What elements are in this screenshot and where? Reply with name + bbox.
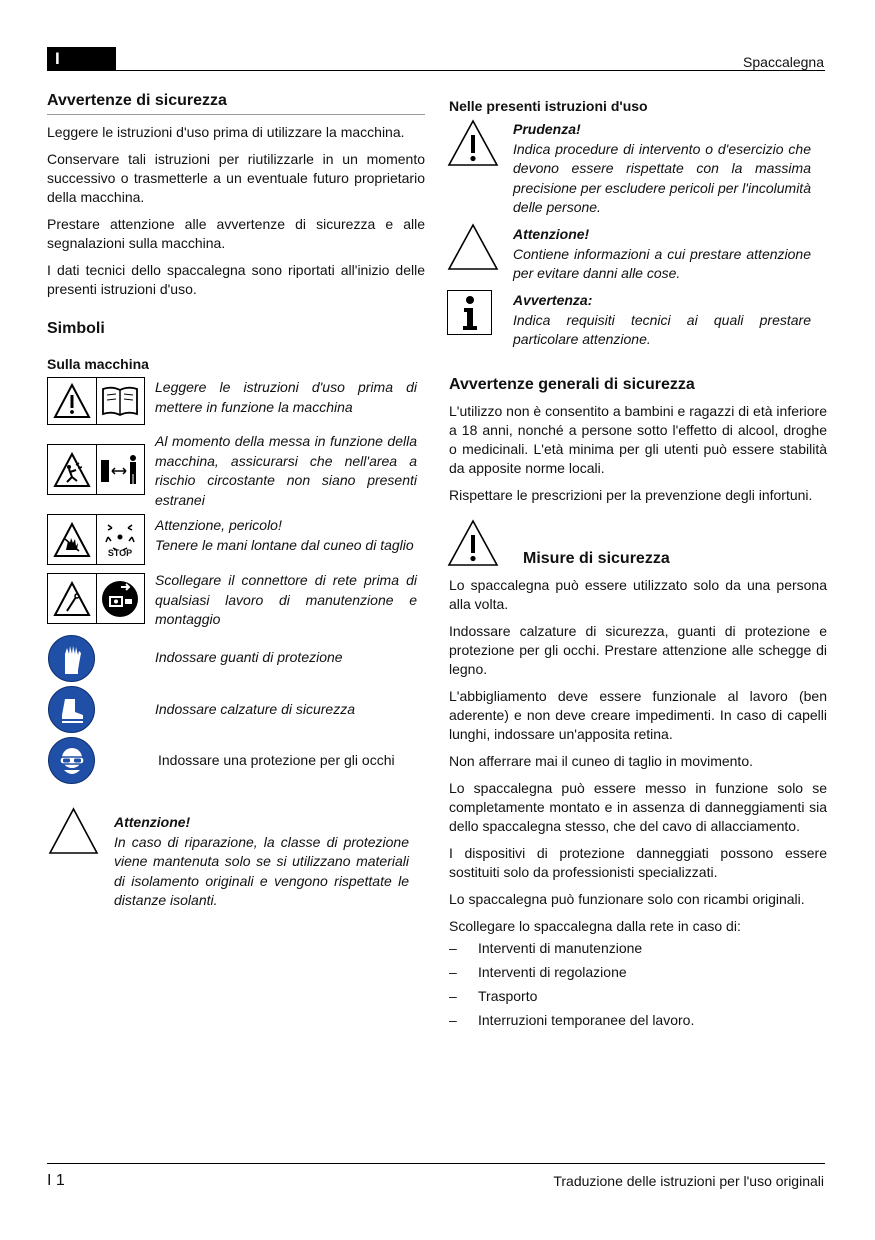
paragraph: Lo spaccalegna può essere utilizzato solo da una persona alla volta. <box>449 577 827 612</box>
symbol-caption: Indossare guanti di protezione <box>155 649 343 665</box>
symbol-caption: Scollegare il connettore di rete prima di qualsiasi lavoro di manutenzione e montaggio <box>155 572 417 627</box>
symbol-read-manual <box>47 377 145 425</box>
note-title: Avvertenza: <box>513 292 593 308</box>
note-title: Attenzione! <box>513 226 590 242</box>
section-general-safety <box>449 376 827 505</box>
stop-label: STOP <box>107 547 133 558</box>
symbol-caption-line: Attenzione, pericolo! <box>155 517 282 533</box>
paragraph: Prestare attenzione alle avvertenze di sicurezza e alle segnalazioni sulla macchina. <box>47 216 425 251</box>
list-item: – Interventi di regolazione <box>449 960 827 984</box>
caution-icon <box>446 118 500 171</box>
symbol-caption-line: Tenere le mani lontane dal cuneo di taglio <box>155 536 414 553</box>
note-title: Prudenza! <box>513 121 581 137</box>
paragraph: Non afferrare mai il cuneo di taglio in movimento. <box>449 753 754 769</box>
footer-rule <box>47 1163 825 1164</box>
subheading-instructions: Nelle presenti istruzioni d'uso <box>449 98 648 114</box>
stop-rotation-icon <box>96 515 144 564</box>
measures-warning-icon <box>446 518 500 571</box>
tool-warning-icon <box>48 574 97 623</box>
footer-note: Traduzione delle istruzioni per l'uso originali <box>553 1173 824 1189</box>
warning-triangle-icon <box>47 806 100 859</box>
safety-boots-icon <box>48 686 95 733</box>
paragraph: Leggere le istruzioni d'uso prima di utilizzare la macchina. <box>47 124 405 140</box>
paragraph: Conservare tali istruzioni per riutilizzarle in un momento successivo o trasmetterle a un eventuale futuro proprietario della macchina. <box>47 151 425 205</box>
header-title: Spaccalegna <box>743 54 824 70</box>
disconnect-list <box>449 936 827 1032</box>
note-text: Indica procedure di intervento o d'esercizio che devono essere rispettate con la massima precisione per escludere pericoli per l'incolumità delle persone. <box>513 140 811 215</box>
note-text: Indica requisiti tecnici ai quali prestare particolare attenzione. <box>513 311 811 347</box>
section-title-safety: Avvertenze di sicurezza <box>47 92 227 109</box>
symbol-caption: Indossare una protezione per gli occhi <box>158 752 395 768</box>
paragraph: Scollegare lo spaccalegna dalla rete in caso di: <box>449 918 741 934</box>
paragraph: I dati tecnici dello spaccalegna sono riportati all'inizio delle presenti istruzioni d'uso. <box>47 262 425 297</box>
paragraph: L'utilizzo non è consentito a bambini e ragazzi di età inferiore a 18 anni, nonché a persone sotto l'effetto di alcool, droghe o medicinali. L'età minima per gli utenti può essere stabilità da apposite norme locali. <box>449 403 827 476</box>
list-item: – Interventi di manutenzione <box>449 936 827 960</box>
warning-note <box>114 813 409 911</box>
paragraph: Lo spaccalegna può funzionare solo con ricambi originali. <box>449 891 805 907</box>
hand-crush-warning-icon <box>48 515 97 564</box>
section-title-symbols: Simboli <box>47 320 105 337</box>
section-measures <box>449 576 827 1032</box>
symbol-danger-zone <box>47 444 145 495</box>
list-item: – Interruzioni temporanee del lavoro. <box>449 1008 827 1032</box>
book-icon <box>96 378 144 424</box>
paragraph: I dispositivi di protezione danneggiati possono essere sostituiti solo da professionisti specializzati. <box>449 845 827 880</box>
symbol-caption <box>155 516 417 555</box>
note-text: Contiene informazioni a cui prestare attenzione per evitare danni alle cose. <box>513 245 811 281</box>
warning-text: In caso di riparazione, la classe di protezione viene mantenuta solo se si utilizzano materiali di isolamento originali e vengono rispettate le distanze isolanti. <box>114 833 409 908</box>
section-title-general: Avvertenze generali di sicurezza <box>449 376 695 393</box>
note-attention <box>513 225 811 284</box>
gloves-icon <box>48 635 95 682</box>
section-rule <box>47 114 425 115</box>
keep-distance-icon <box>96 445 144 494</box>
subheading-machine: Sulla macchina <box>47 356 149 372</box>
paragraph: Indossare calzature di sicurezza, guanti di protezione e protezione per gli occhi. Prestare attenzione alle schegge di legno. <box>449 623 827 677</box>
left-section-safety <box>47 92 425 299</box>
paragraph: Lo spaccalegna può essere messo in funzione solo se completamente montato e in assenza di danneggiamenti sia dello spaccalegna stesso, che del cavo di allacciamento. <box>449 780 827 834</box>
page-number: I 1 <box>47 1172 65 1189</box>
warning-title: Attenzione! <box>114 814 191 830</box>
language-tab: I <box>47 47 116 71</box>
info-icon <box>447 290 492 335</box>
eye-protection-icon <box>48 737 95 784</box>
paragraph: L'abbigliamento deve essere funzionale al lavoro (ben aderente) e non deve creare impedimenti. In caso di capelli lunghi, indossare un'apposita retina. <box>449 688 827 742</box>
unplug-icon <box>96 574 144 623</box>
list-item: – Trasporto <box>449 984 827 1008</box>
note-caution <box>513 120 811 218</box>
header-rule <box>47 70 825 71</box>
flying-debris-warning-icon <box>48 445 97 494</box>
warning-triangle-icon <box>48 378 97 424</box>
symbol-hand-danger <box>47 514 145 565</box>
note-advice <box>513 291 811 350</box>
paragraph: Rispettare le prescrizioni per la prevenzione degli infortuni. <box>449 487 813 503</box>
symbol-caption: Al momento della messa in funzione della macchina, assicurarsi che nell'area a rischio circostante non siano presenti estranei <box>155 433 417 508</box>
symbol-caption: Indossare calzature di sicurezza <box>155 701 355 717</box>
attention-triangle-icon <box>446 222 500 275</box>
section-title-measures: Misure di sicurezza <box>523 550 670 567</box>
symbol-unplug <box>47 573 145 624</box>
symbol-caption: Leggere le istruzioni d'uso prima di mettere in funzione la macchina <box>155 379 417 415</box>
